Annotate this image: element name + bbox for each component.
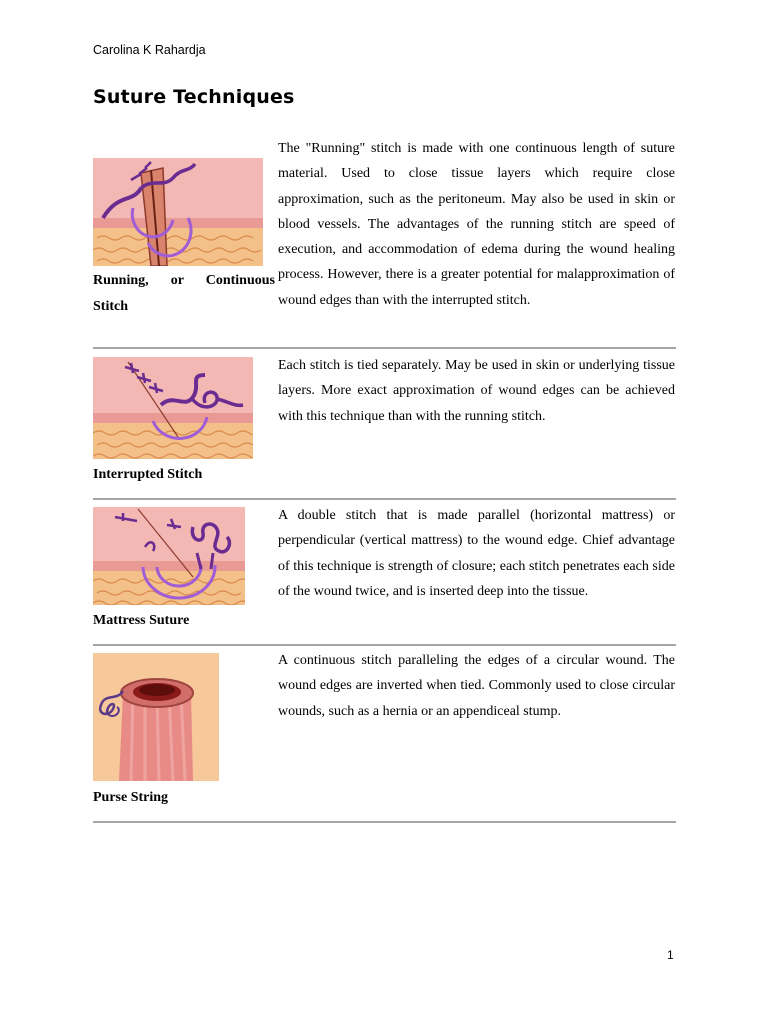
section-divider bbox=[93, 644, 676, 646]
interrupted-stitch-description: Each stitch is tied separately. May be used in skin or underlying tissue layers. More exact approximation of wound edges can be achieved with this technique than with the running stitch. bbox=[278, 358, 675, 424]
purse-string-illustration bbox=[93, 653, 219, 781]
section-divider bbox=[93, 498, 676, 500]
running-stitch-description: The "Running" stitch is made with one continuous length of suture material. Used to close tissue layers which require close approximation, such as the peritoneum. May also be used in skin or blood vessels. The advantages of the running stitch are speed of execution, and accommodation of edema during the wound healing process. However, there is a greater potential for malapproximation of wound edges than with the interrupted stitch. bbox=[278, 141, 675, 308]
purse-string-description: A continuous stitch paralleling the edges of a circular wound. The wound edges are inverted when tied. Commonly used to close circular wounds, such as a hernia or an appendiceal stump. bbox=[278, 653, 675, 719]
section-divider bbox=[93, 347, 676, 349]
author-name: Carolina K Rahardja bbox=[93, 43, 206, 57]
section-running-stitch bbox=[93, 140, 676, 340]
mattress-suture-description: A double stitch that is made parallel (horizontal mattress) or perpendicular (vertical mattress) to the wound edge. Chief advantage of this technique is strength of closure; each stitch penetrates each side of the wound twice, and is inserted deep into the tissue. bbox=[278, 508, 675, 599]
section-interrupted-stitch bbox=[93, 355, 676, 495]
section-divider bbox=[93, 821, 676, 823]
page-number: 1 bbox=[667, 948, 674, 962]
running-stitch-label: Running, or Continuous Stitch bbox=[93, 273, 275, 314]
section-mattress-suture bbox=[93, 505, 676, 645]
running-stitch-illustration bbox=[93, 158, 263, 266]
interrupted-stitch-label: Interrupted Stitch bbox=[93, 467, 203, 482]
section-purse-string bbox=[93, 650, 676, 820]
purse-string-label: Purse String bbox=[93, 790, 169, 805]
page-title: Suture Techniques bbox=[93, 86, 295, 108]
mattress-suture-label: Mattress Suture bbox=[93, 613, 190, 628]
interrupted-stitch-illustration bbox=[93, 357, 253, 459]
mattress-suture-illustration bbox=[93, 507, 245, 605]
